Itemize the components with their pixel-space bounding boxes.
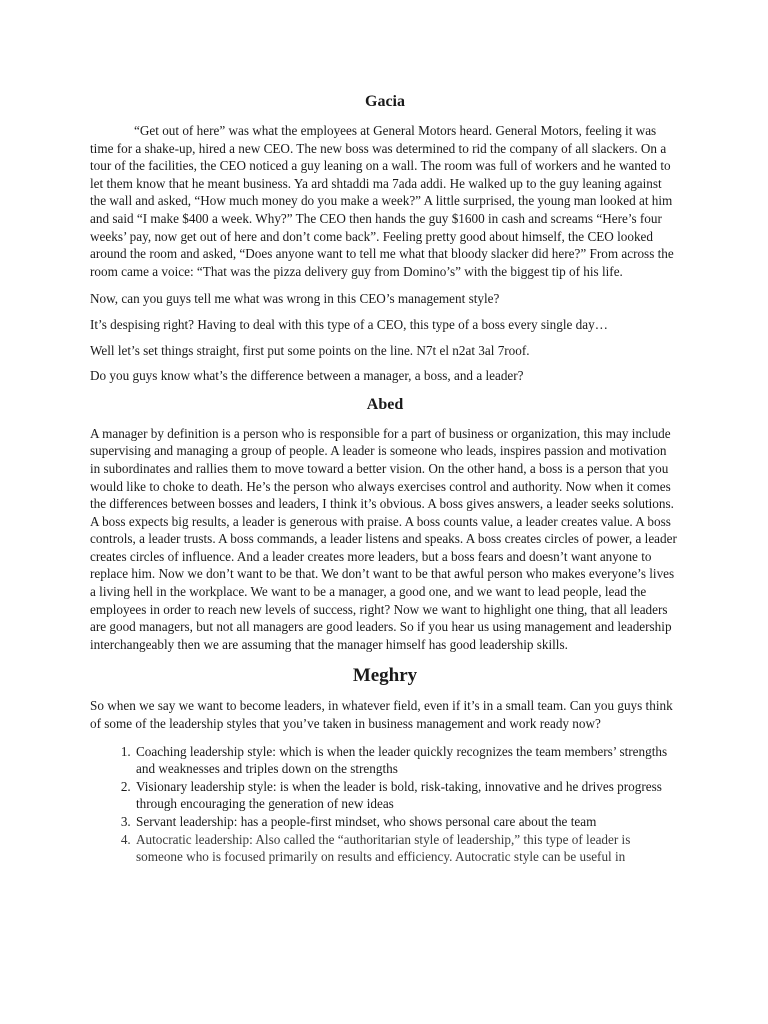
section-title-gacia: Gacia <box>365 93 405 110</box>
section-title-meghry: Meghry <box>352 665 418 687</box>
ceo-story-paragraph: “Get out of here” was what the employees at General Motors heard. General Motors, feeling it was time for a shake-up, hired a new CEO. The new boss was determined to rid the company of all slackers. On a tour of the facilities, the CEO noticed a guy leaning on a wall. The room was full of workers and he wanted to let them know that he meant business. Ya ard shtaddi ma 7ada addi. He walked up to the guy leaning against the wall and asked, “How much money do you make a week?” A little surprised, the young man looked at him and said “I make $400 a week. Why?” The CEO then hands the guy $1600 in cash and screams “Here’s four weeks’ pay, now get out of here and don’t come back”. Feeling pretty good about himself, the CEO looked around the room and asked, “Does anyone want to tell me what that bloody slacker did here?” From across the room came a voice: “That was the pizza delivery guy from Domino’s” with the biggest tip of his life. <box>90 123 674 279</box>
despising-paragraph: It’s despising right? Having to deal with this type of a CEO, this type of a boss every single day… <box>90 316 608 332</box>
set-things-straight-paragraph: Well let’s set things straight, first put some points on the line. N7t el n2at 3al 7roof. <box>90 342 530 358</box>
list-item: 1. Coaching leadership style: which is when the leader quickly recognizes the team members’ strengths and weaknesses and triples down on the strengths <box>134 743 680 778</box>
list-item: 2. Visionary leadership style: is when the leader is bold, risk-taking, innovative and he drives progress through encouraging the generation of new ideas <box>134 778 680 813</box>
leadership-styles-intro: So when we say we want to become leaders, in whatever field, even if it’s in a small team. Can you guys think of some of the leadership styles that you’ve taken in business management and work ready now? <box>90 698 673 732</box>
list-item: 4. Autocratic leadership: Also called the “authoritarian style of leadership,” this type of leader is someone who is focused primarily on results and efficiency. Autocratic style can be useful in <box>134 831 680 866</box>
question-manager-boss-leader: Do you guys know what’s the difference between a manager, a boss, and a leader? <box>90 368 524 384</box>
leadership-styles-list <box>90 743 680 866</box>
section-title-abed: Abed <box>366 395 404 413</box>
list-item: 3. Servant leadership: has a people-first mindset, who shows personal care about the team <box>134 813 680 831</box>
question-management-style: Now, can you guys tell me what was wrong in this CEO’s management style? <box>90 291 500 307</box>
manager-boss-leader-paragraph: A manager by definition is a person who is responsible for a part of business or organization, this may include supervising and managing a group of people. A leader is someone who leads, inspires passion and motivation in subordinates and rallies them to move toward a better vision. On the other hand, a boss is a person that you would like to choke to death. He’s the person who always exercises control and authority. Now when it comes the differences between bosses and leaders, I think it’s obvious. A boss gives answers, a leader seeks solutions. A boss expects big results, a leader is generous with praise. A boss counts value, a leader creates value. A boss controls, a leader trusts. A boss commands, a leader listens and speaks. A boss creates circles of power, a leader creates circles of influence. And a leader creates more leaders, but a boss fears and doesn’t want anyone to replace him. Now we don’t want to be that. We don’t want to be that awful person who makes everyone’s lives a living hell in the workplace. We want to be a manager, a good one, and we want to lead people, lead the employees in order to reach new levels of success, right? Now we want to highlight one thing, that all leaders are good managers, but not all managers are good leaders. So if you hear us using management and leadership interchangeably then we are assuming that the manager himself has good leadership skills. <box>90 425 677 652</box>
document-page <box>90 90 680 866</box>
